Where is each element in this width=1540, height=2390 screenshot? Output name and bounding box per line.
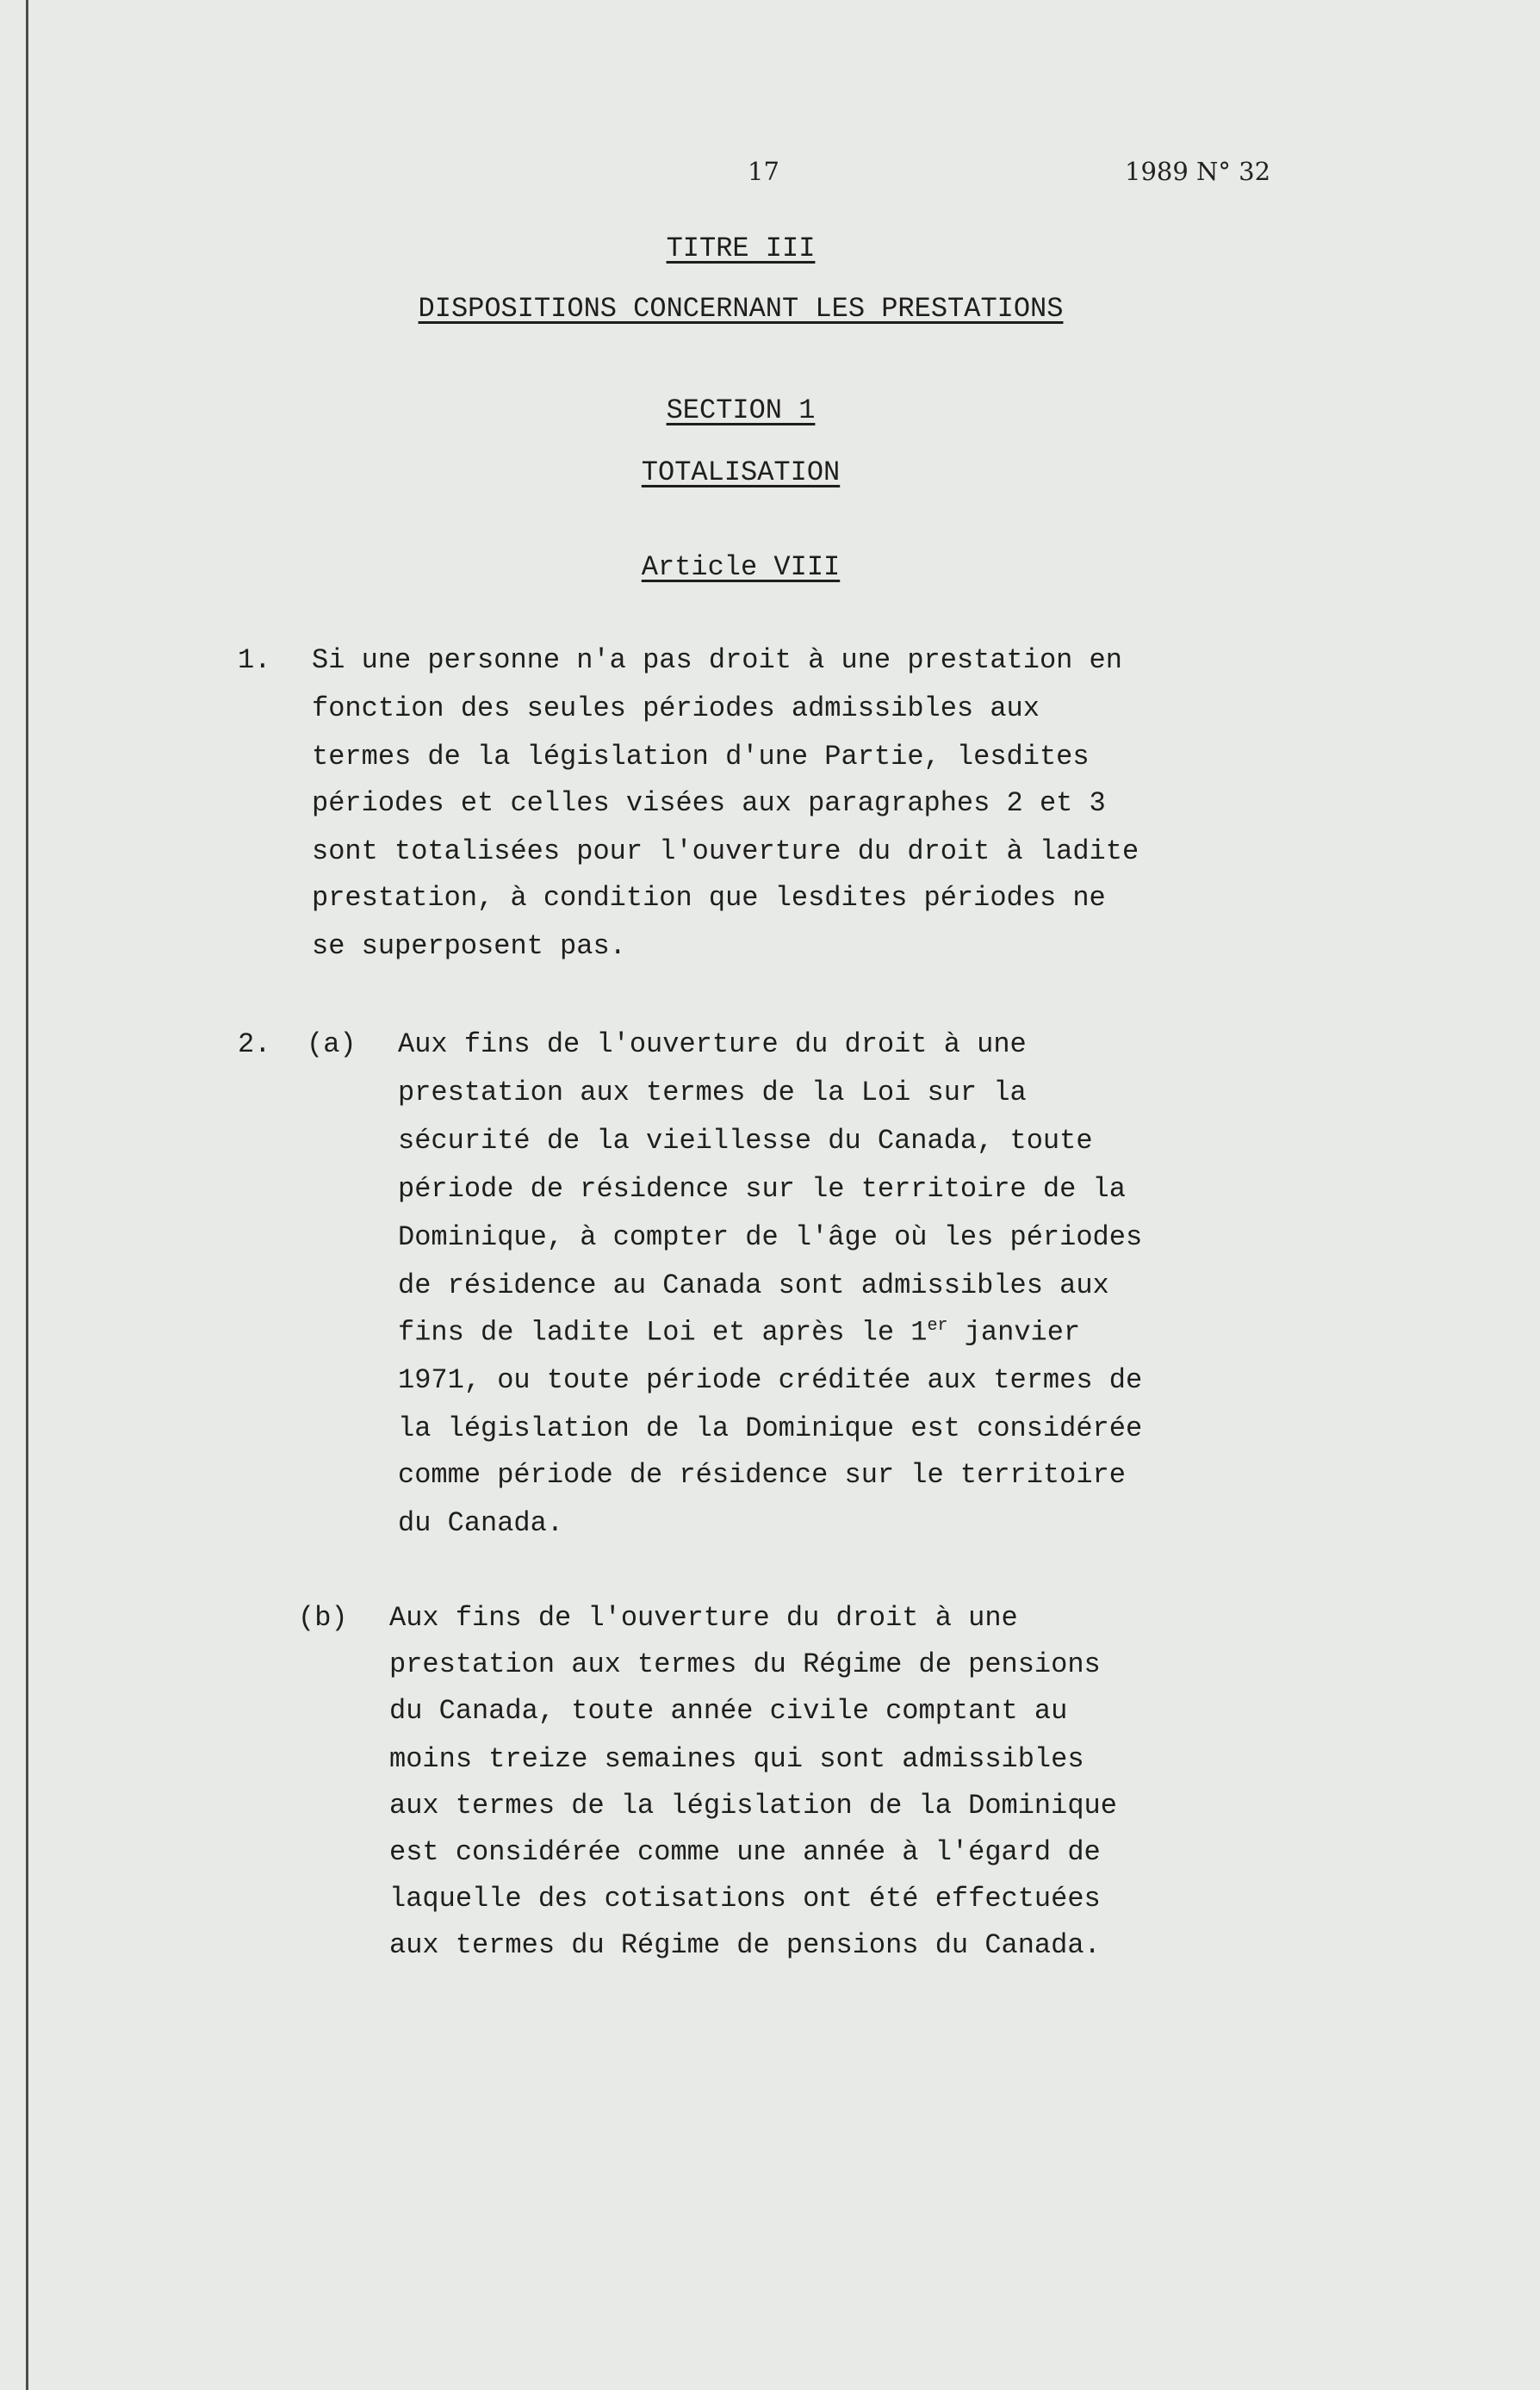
paragraph-line: est considérée comme une année à l'égard de [389, 1836, 1101, 1868]
superscript-er: er [927, 1316, 948, 1336]
paragraph-line: 1971, ou toute période créditée aux termes de [398, 1364, 1143, 1396]
paragraph-line: laquelle des cotisations ont été effectuées [389, 1883, 1101, 1915]
section-title-heading: TOTALISATION [641, 456, 841, 488]
paragraph-line: Aux fins de l'ouverture du droit à une [389, 1602, 1018, 1634]
paragraph-line: sécurité de la vieillesse du Canada, toute [398, 1125, 1093, 1157]
paragraph-2a-label: (a) [307, 1028, 357, 1060]
article-heading: Article VIII [641, 551, 841, 583]
paragraph-line: période de résidence sur le territoire de la [398, 1173, 1126, 1205]
line-text: janvier [947, 1316, 1081, 1349]
page-number: 17 [748, 157, 779, 186]
paragraph-line [398, 1316, 1080, 1349]
paragraph-line: du Canada. [398, 1507, 564, 1539]
line-text: fins de ladite Loi et après le 1 [398, 1316, 928, 1349]
paragraph-line: se superposent pas. [312, 930, 626, 962]
paragraph-1-number: 1. [238, 644, 271, 676]
title-heading: TITRE III [666, 233, 816, 264]
paragraph-line: prestation aux termes du Régime de pensions [389, 1648, 1101, 1680]
paragraph-line: fonction des seules périodes admissibles aux [312, 692, 1040, 724]
paragraph-line: prestation aux termes de la Loi sur la [398, 1077, 1027, 1108]
paragraph-line: moins treize semaines qui sont admissibles [389, 1743, 1084, 1775]
paragraph-line: aux termes du Régime de pensions du Canada. [389, 1929, 1101, 1961]
paragraph-line: prestation, à condition que lesdites périodes ne [312, 882, 1106, 914]
paragraph-line: termes de la législation d'une Partie, lesdites [312, 741, 1090, 773]
section-heading: SECTION 1 [666, 394, 816, 426]
paragraph-line: aux termes de la législation de la Dominique [389, 1790, 1117, 1822]
paragraph-line: Aux fins de l'ouverture du droit à une [398, 1028, 1027, 1060]
document-number: 1989 N° 32 [1125, 157, 1271, 186]
paragraph-2b-label: (b) [298, 1602, 348, 1634]
paragraph-line: Si une personne n'a pas droit à une prestation en [312, 644, 1122, 676]
paragraph-line: comme période de résidence sur le territoire [398, 1459, 1126, 1491]
subtitle-heading: DISPOSITIONS CONCERNANT LES PRESTATIONS [418, 293, 1064, 325]
page-edge-shadow [26, 0, 28, 2390]
paragraph-line: de résidence au Canada sont admissibles aux [398, 1269, 1109, 1301]
paragraph-line: périodes et celles visées aux paragraphes 2 et 3 [312, 787, 1106, 819]
paragraph-line: la législation de la Dominique est considérée [398, 1412, 1143, 1444]
paragraph-line: Dominique, à compter de l'âge où les périodes [398, 1221, 1143, 1253]
paragraph-2-number: 2. [238, 1028, 271, 1060]
paragraph-line: du Canada, toute année civile comptant au [389, 1695, 1068, 1727]
paragraph-line: sont totalisées pour l'ouverture du droit à ladite [312, 835, 1139, 867]
